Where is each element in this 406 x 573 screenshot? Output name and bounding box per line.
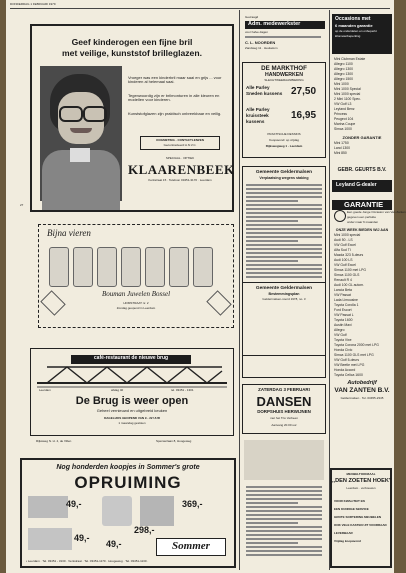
glasses-address: Kerkstraat 15 · Telefoon 03451-3170 · Leerdam (148, 178, 212, 182)
diamond-icon (40, 290, 65, 315)
text-line (246, 260, 298, 262)
list-item: Peugeot 104 (334, 117, 354, 121)
text-line (246, 542, 298, 544)
page-number: 27 (20, 203, 24, 207)
list-item: VW Golf (334, 333, 347, 337)
text-line (246, 204, 322, 206)
watch-image (97, 247, 117, 287)
item1-price: 27,50 (291, 86, 317, 97)
text-line (246, 554, 322, 556)
product-sketch (102, 496, 132, 526)
zoeten-hoek-ad (330, 468, 392, 568)
price-tag: 369,- (182, 499, 203, 509)
sommer-top-line: Nog honderden koopjes in Sommer's grote (56, 464, 200, 471)
markthof-praktisch: PRAKTISCHE DESSINS (267, 132, 301, 136)
jewelry-sub: Zondag geopend in Leerdam (116, 306, 156, 310)
list-item: Renault R 4 (334, 278, 352, 282)
zoeten-sub: Leerdam · verbouwen (346, 486, 376, 490)
zoeten-name: ,,DEN ZOETEN HOEK" (332, 478, 392, 484)
price-tag: 298,- (134, 525, 155, 535)
zoeten-title: MEUBELTOONZAAL (346, 472, 376, 476)
list-item: VW Golf Excel (334, 263, 356, 267)
markthof-address: Rijkswegweg 1 · Leerdam (265, 144, 303, 148)
zoeten-line: Vrijdag koopavond (334, 539, 361, 543)
contact-line-2: Gecontracteerd A.N.V.C. (163, 143, 197, 147)
occasions-sub-2: op de onderdelen en onbeperkt (335, 29, 377, 33)
list-item: Mazda 323 5-deurs (334, 253, 364, 257)
klaarenbeek-brand: KLAARENBEEK (128, 162, 235, 177)
price-tag: 49,- (66, 499, 82, 509)
list-item: Mini 1000 (334, 82, 349, 86)
text-line (246, 252, 322, 254)
text-line (246, 514, 322, 516)
zoeten-line: LEVERBAAR (334, 531, 353, 535)
occasions-banner (332, 14, 392, 54)
sommer-footer: • Leerdam · Tel. 03451 - 3130 · Ventstraat · Tel. 03451-1170 · Hoogeweg · Tel. 03451-1130 · (26, 559, 149, 563)
sommer-logo-word: Sommer (172, 540, 210, 552)
leyland-label: Leyland G-dealer (336, 182, 377, 188)
dorpshuis-label: DORPSHUIS HERWIJNEN (257, 409, 311, 414)
text-line (246, 498, 322, 500)
markthof-title: DE MARKTHOF (261, 65, 307, 72)
list-item: Mini 1000 Special (334, 87, 361, 91)
brug-hours-1: DAGELIJKS GEOPEND VAN 9 - 22 UUR (104, 416, 160, 420)
adm-sub: voor halve dagen (245, 30, 269, 34)
list-item: Allegro 1500 (334, 77, 354, 81)
glasses-body-2: Tegenwoordig zijn er brilmonturen in alle kleuren en modellen voor kinderen. (128, 93, 220, 103)
text-line (246, 490, 322, 492)
garantie-bar (332, 200, 392, 210)
list-item: Mini 850 (334, 151, 347, 155)
item2-name3: kussens (246, 119, 265, 124)
text-line (246, 220, 298, 222)
garantie-sub-1: Een goede Jonge Occasion van Van Zanten (347, 210, 406, 214)
text-line (246, 256, 322, 258)
dealer-name: GEBR. GEURTS B.V. (337, 167, 387, 173)
contact-line-1: OOGMETING · CONTACTLENZEN (156, 138, 204, 142)
markthof-ad (242, 62, 326, 158)
product-sketch (28, 496, 68, 518)
list-item: Ford Escort (334, 308, 352, 312)
list-item: Mini 1000 special (334, 233, 361, 237)
vw-logo-icon (334, 210, 346, 222)
text-line (246, 244, 322, 246)
text-line (246, 502, 298, 504)
list-item: Mini 1750 (334, 141, 349, 145)
item2-price: 16,95 (291, 110, 317, 121)
page-date: DONDERDAG 1 FEBRUARI 1979 (10, 2, 56, 6)
gemeente-sub-2b: Geldermalsen-noord 1978, no. 3 (262, 297, 306, 301)
text-line (245, 36, 321, 38)
glasses-ad (30, 24, 234, 212)
adm-name: C. L. NOORDEN (245, 40, 276, 45)
text-line (246, 216, 322, 218)
adm-top: Gevraagd (245, 15, 259, 19)
text-line (246, 264, 322, 266)
brug-headline: De Brug is weer open (75, 395, 189, 407)
text-line (246, 526, 322, 528)
price-tag: 49,- (74, 533, 90, 543)
text-line (246, 248, 322, 250)
text-line (246, 486, 322, 488)
sommer-ad (20, 458, 236, 568)
brug-footer-right: Sperwerlaan 8, Hoogeweg (156, 439, 192, 443)
text-line (246, 268, 322, 270)
garantie-title: GARANTIE (344, 200, 384, 209)
text-line (246, 240, 298, 242)
gemeente-title-2: Gemeente Geldermalsen (255, 286, 313, 291)
sommer-logo (156, 538, 226, 556)
text-line (246, 212, 322, 214)
list-item: Allegro (334, 328, 345, 332)
text-line (246, 184, 322, 186)
occasions-sub: 6 maanden garantie (335, 23, 373, 28)
text-line (246, 200, 298, 202)
watch-image (73, 247, 93, 287)
list-item: Princess (334, 112, 348, 116)
markthof-openings: Koopavond: op vrijdag (269, 138, 299, 142)
list-item: VW Beetle met LPG (334, 363, 365, 367)
glasses-headline-2: met veilige, kunststof brilleglazen. (62, 48, 202, 58)
vanzanten-name: VAN ZANTEN B.V. (334, 387, 390, 394)
markthof-sub: HANDWERKEN (264, 72, 304, 78)
newspaper-page (6, 0, 406, 573)
text-line (246, 538, 322, 540)
list-item: Austin Maxi (334, 323, 352, 327)
opruiming-title: OPRUIMING (74, 473, 182, 492)
child-photo (40, 66, 122, 201)
text-line (246, 208, 322, 210)
product-sketch (28, 528, 72, 550)
brug-sub: Geheel vernieuwd en uitgebreid keuken (96, 408, 168, 413)
list-item: Honda Civic (334, 348, 353, 352)
diamond-icon (206, 290, 231, 315)
watch-image (145, 247, 165, 287)
list-item: Alfa Sud TI (334, 248, 351, 252)
watch-image (49, 247, 69, 287)
list-item: Audi 50 - LS (334, 238, 353, 242)
list-item: Mini 1000 special (334, 92, 361, 96)
autobedrijf-label: Autobedrijf (347, 380, 377, 386)
adm-title: Adm. medewerkster (248, 21, 301, 27)
zoeten-line: GROTE SORTERING MEUBELEN (334, 515, 382, 519)
list-item: Allegro 1300 (334, 72, 354, 76)
item1-name: Alle Parley (246, 85, 270, 90)
list-item: Leyland Benz (334, 107, 355, 111)
list-item: Allegro 1100 (334, 62, 353, 66)
list-item: VW Golf 5-deurs (334, 358, 360, 362)
gemeente-notice-2 (242, 282, 326, 378)
glasses-body-1: Vroeger was een kinderbril maar saai en grijs ... voor kinderen al helemaal saai. (128, 75, 222, 85)
text-line (246, 530, 322, 532)
list-item: Toyota Corolla 1 (334, 303, 359, 307)
text-line (246, 272, 322, 274)
text-line (246, 546, 322, 548)
contact-box (140, 136, 220, 150)
list-item: Simca 1100 GLS met LPG (334, 353, 374, 357)
adm-address: Zandweg 11 · Heukelum (245, 46, 278, 50)
occasions-title: Occasions met (335, 16, 371, 22)
brug-left-label: Leerdam (39, 388, 51, 392)
gemeente-sub: Verplaatsing wegens staking (259, 176, 309, 180)
jewelry-shop-name: Bouman Juwelen Bossel (101, 290, 171, 298)
brug-ad (30, 348, 234, 436)
garantie-sub-3: onder maar 6 maanden (347, 220, 379, 224)
text-line (246, 534, 322, 536)
list-item: 2 Mini 1100 Spec. (334, 97, 361, 101)
watch-image (169, 247, 189, 287)
list-item: Honda Accord (334, 368, 356, 372)
dansen-ad (242, 384, 326, 434)
garantie-sub-2: gegeven een perfekte (347, 215, 377, 219)
list-item: Audi 100 GL autom. (334, 283, 365, 287)
trio-label: met het Trio Verbeen (270, 416, 298, 420)
list-item: VW Passat L (334, 313, 354, 317)
header-rule (10, 8, 390, 9)
item2-name: Alle Parley (246, 107, 270, 112)
text-line (246, 506, 322, 508)
list-item: Audi 100 LS (334, 258, 353, 262)
sign-text: café-restaurant de nieuwe brug (93, 355, 169, 361)
brug-right-label: tel. 03451 - 1301 (171, 388, 194, 392)
zonder-garantie: ZONDER GARANTIE (342, 135, 382, 140)
list-item: VW Passat (334, 293, 351, 297)
list-item: Toyota Corona 2000 met LPG (334, 343, 379, 347)
item1-name2: Sneden kussens (246, 91, 283, 96)
text-line (246, 494, 322, 496)
jewelry-address: HOMSTRAAT nr. 2 (123, 301, 149, 305)
text-line (246, 192, 322, 194)
list-item: Toyota Vixe (334, 338, 352, 342)
list-item: Lada Limousine (334, 298, 358, 302)
zoeten-line: EEN KUNDIGE SERVICE (334, 507, 369, 511)
text-line (246, 276, 322, 278)
jewelry-ad (38, 224, 234, 328)
brug-hours-2: 1 maandag gesloten (118, 421, 146, 425)
bridge-drawing (37, 363, 227, 389)
glasses-headline-1: Geef kinderogen een fijne bril (71, 37, 193, 47)
zoeten-line: OOK VELE KASTEN UIT VOORRAAD (334, 523, 387, 527)
list-item: Simca 1000 (334, 127, 352, 131)
text-line (246, 550, 322, 552)
price-tag: 49,- (106, 539, 122, 549)
text-line (246, 236, 322, 238)
text-line (246, 228, 322, 230)
brug-mid-label: afslag 40 (111, 388, 124, 392)
gemeente-title: Gemeente Geldermalsen (255, 170, 313, 175)
jewelry-script-title: Bijna vieren (47, 228, 91, 238)
list-item: Allegro 1300 (334, 67, 354, 71)
text-line (246, 224, 322, 226)
item2-name2: kruissteek (246, 113, 269, 118)
text-line (246, 232, 322, 234)
list-item: Marina Coupe (334, 122, 356, 126)
text-line (246, 518, 322, 520)
product-sketch (140, 496, 174, 526)
list-item: VW Golf Excel (334, 243, 356, 247)
list-item: Toyota Celica 1600 (334, 373, 363, 377)
zoeten-line: VOOR KWALITEIT EN (334, 499, 365, 503)
list-item: Lancia Beta (334, 288, 352, 292)
dansen-title: DANSEN (256, 394, 312, 409)
list-item: VW Golf L3 (334, 102, 352, 106)
watch-image (193, 247, 213, 287)
gemeente-sub-2: Bestemmingsplan (268, 292, 300, 296)
leyland-bar (332, 180, 392, 192)
list-item: Toyota 1600 (334, 318, 353, 322)
occasions-sub-3: kilometerbeperking (335, 34, 361, 38)
text-line (246, 188, 322, 190)
dansen-footer: Aanvang 20.00 uur (271, 423, 297, 427)
special-label: SPECIAAL · OPTIEK (165, 156, 195, 160)
brug-footer-left: Rijksweg N. H. 4, de Villen (36, 439, 72, 443)
zaterdag-label: ZATERDAG 3 FEBRUARI (258, 387, 310, 392)
vanzanten-address: Geldermalsen · Tel. 03455-2345 (340, 396, 384, 400)
glasses-body-3: Kunststofglazen zijn praktisch onbreekbaar en veilig. (128, 111, 222, 116)
list-item: Simca 1100 GLS (334, 273, 360, 277)
text-line (246, 522, 298, 524)
column-rule (239, 10, 240, 570)
text-line (246, 196, 322, 198)
list-item: Land 1300 (334, 146, 351, 150)
markthof-small: SLECHTWEERAANBIEDING (264, 78, 304, 82)
small-notice (244, 440, 324, 480)
watch-image (121, 247, 141, 287)
list-item: Mini Clubman Estate (334, 57, 366, 61)
text-line (246, 510, 322, 512)
onze-lijst: ONZE WEEK BIEDEN WIJ AAN (335, 228, 389, 232)
list-item: Simca 1100 met LPG (334, 268, 366, 272)
